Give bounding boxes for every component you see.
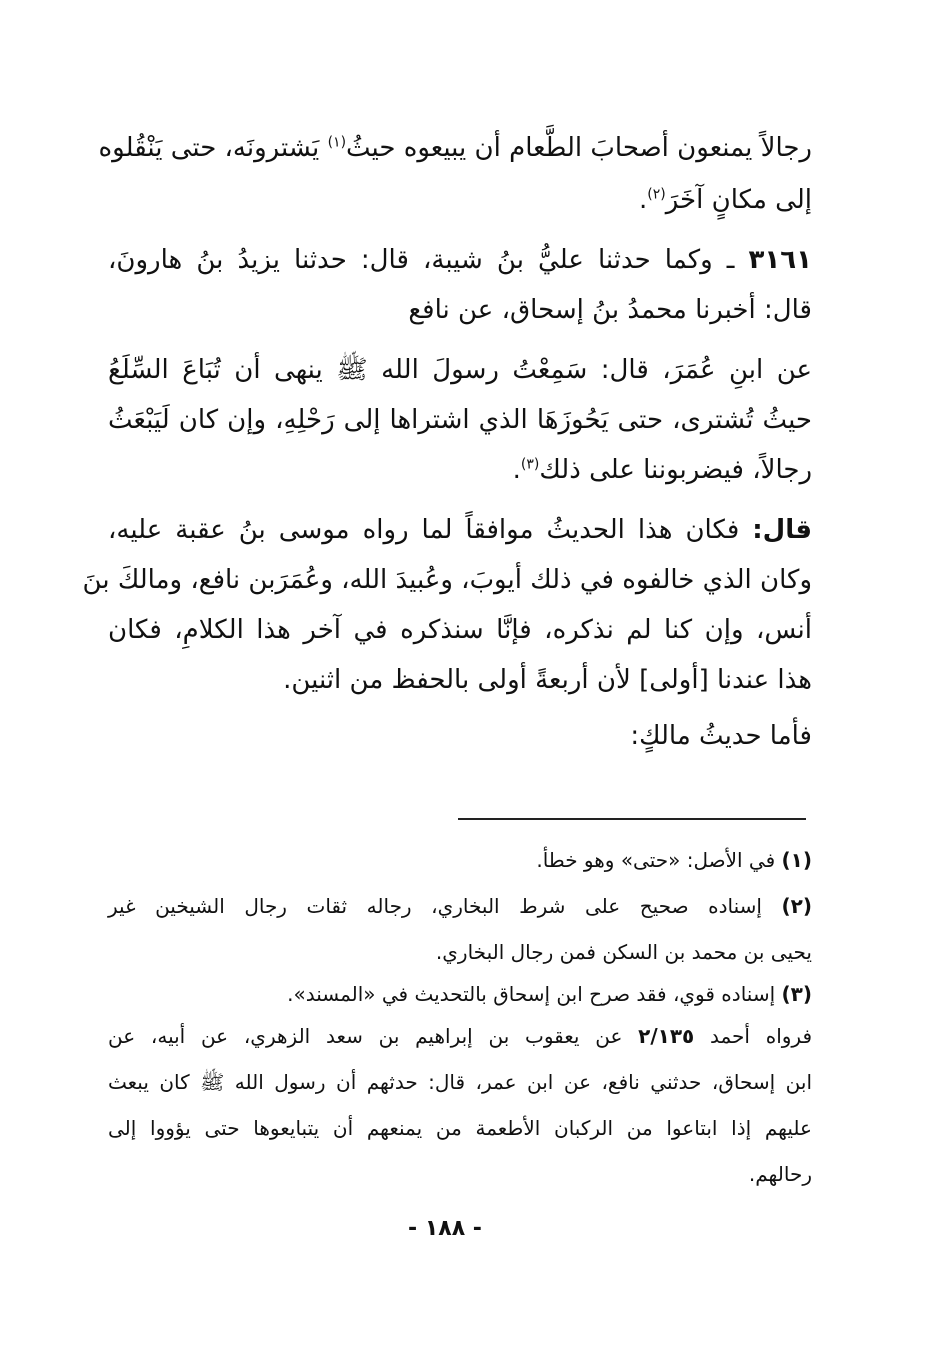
text-run: إلى مكانٍ آخَرَ <box>665 185 812 215</box>
body-line <box>108 510 812 550</box>
speaker-label: قال: <box>752 515 812 545</box>
body-line <box>98 128 812 168</box>
text-run: . <box>512 455 521 485</box>
body-line: فأما حديثُ مالكٍ: <box>630 721 812 751</box>
body-line: عن ابنِ عُمَرَ، قال: سَمِعْتُ رسولَ الله ﷺ ينهى أن تُبَاعَ السِّلَعُ <box>108 355 812 385</box>
body-line: حيثُ تُشترى، حتى يَحُوزَهَا الذي اشتراها إلى رَحْلِهِ، وإن كان لَيَبْعَثُ <box>108 405 812 435</box>
text-run: يَشترونَه، حتى يَنْقُلوه <box>98 133 328 163</box>
footnote-ref: (١) <box>327 134 347 151</box>
text-run: فكان هذا الحديثُ موافقاً لما رواه موسى بنُ عقبة عليه، <box>108 515 753 545</box>
footnote-ref: (٢) <box>647 186 666 203</box>
footnote-line: عليهم إذا ابتاعوا من الركبان الأطعمة من يمنعهم أن يتبايعوها حتى يؤووا إلى <box>108 1116 812 1140</box>
citation-ref: ٢/١٣٥ <box>638 1024 695 1048</box>
text-run: رجالاً يمنعون أصحابَ الطَّعام أن يبيعوه حيثُ <box>346 133 812 163</box>
text-run: رجالاً، فيضربوننا على ذلك <box>539 455 812 485</box>
footnote-divider <box>458 818 806 820</box>
hadith-number: ٣١٦١ <box>748 245 812 275</box>
footnote-line <box>108 1020 812 1052</box>
body-line <box>639 180 812 220</box>
body-line: قال: أخبرنا محمدُ بنُ إسحاق، عن نافع <box>408 295 812 325</box>
body-line: هذا عندنا [أولى] لأن أربعةً أولى بالحفظ من اثنين. <box>283 665 812 695</box>
text-run: . <box>638 185 648 215</box>
text-run: في الأصل: «حتى» وهو خطأ. <box>536 848 782 872</box>
text-run: ـ وكما حدثنا عليُّ بنُ شيبة، قال: حدثنا يزيدُ بنُ هارونَ، <box>108 245 749 275</box>
footnote-ref: (٣) <box>520 456 540 473</box>
body-line <box>513 450 812 490</box>
footnote-number: (٢) <box>781 894 812 918</box>
body-line: أنس، وإن كنا لم نذكره، فإنَّا سنذكره في آخر هذا الكلامِ، فكان <box>108 615 812 645</box>
body-line: وكان الذي خالفوه في ذلك أيوبَ، وعُبيدَ الله، وعُمَرَبن نافع، ومالكَ بنَ <box>82 565 812 595</box>
footnote-2 <box>108 890 812 922</box>
text-run: عن يعقوب بن إبراهيم بن سعد الزهري، عن أبيه، عن <box>108 1024 639 1048</box>
footnote-3 <box>287 978 812 1010</box>
page-number: - ١٨٨ - <box>408 1216 482 1241</box>
footnote-line: ابن إسحاق، حدثني نافع، عن ابن عمر، قال: حدثهم أن رسول الله ﷺ كان يبعث <box>108 1070 812 1094</box>
footnote-number: (٣) <box>781 982 812 1006</box>
footnote-1 <box>536 844 812 876</box>
text-run: إسناده صحيح على شرط البخاري، رجاله ثقات رجال الشيخين غير <box>108 894 782 918</box>
footnote-line: رحالهم. <box>748 1162 812 1186</box>
footnote-number: (١) <box>781 848 812 872</box>
text-run: إسناده قوي، فقد صرح ابن إسحاق بالتحديث في «المسند». <box>287 982 782 1006</box>
text-run: فرواه أحمد <box>694 1024 813 1048</box>
footnote-line: يحيى بن محمد بن السكن فمن رجال البخاري. <box>435 940 812 964</box>
body-line <box>108 240 812 280</box>
